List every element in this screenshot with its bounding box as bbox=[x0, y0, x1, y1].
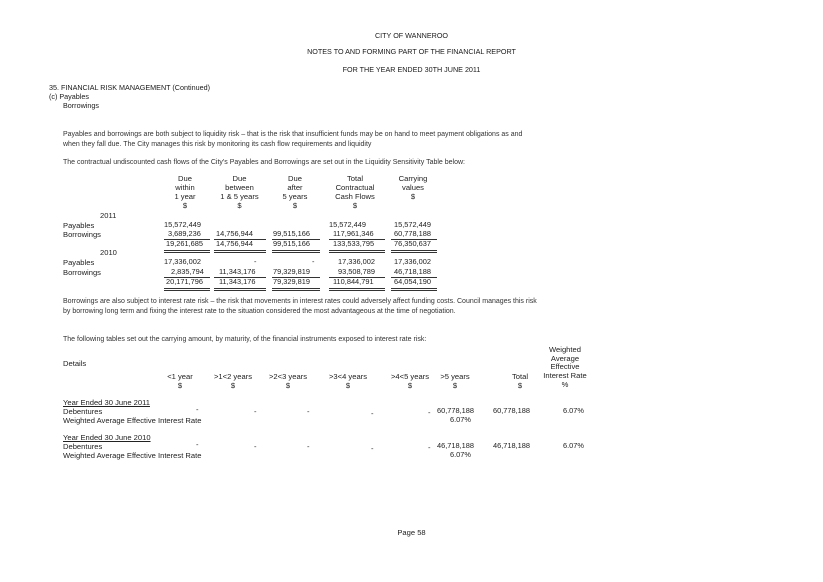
row-label-weighted-average: Weighted Average Effective Interest Rate bbox=[63, 416, 202, 425]
double-rule bbox=[329, 288, 385, 291]
cell-total: 14,756,944 bbox=[216, 239, 253, 248]
section-sub-borrowings: Borrowings bbox=[63, 101, 99, 110]
col-header-line: Average bbox=[550, 353, 580, 363]
row-label-payables: Payables bbox=[63, 221, 95, 230]
col-header-line: Effective bbox=[550, 362, 580, 372]
cell-total: 11,343,176 bbox=[219, 277, 256, 286]
cell-rate: 6.07% bbox=[563, 406, 584, 415]
cell-total: 110,844,791 bbox=[333, 277, 374, 286]
col-header-line: values bbox=[402, 183, 424, 192]
currency-symbol: $ bbox=[345, 381, 351, 390]
cell: 15,572,449 bbox=[329, 220, 366, 229]
cell: 17,336,002 bbox=[164, 257, 201, 266]
row-label-payables: Payables bbox=[63, 258, 95, 267]
paragraph-interest-rate-risk: Borrowings are also subject to interest rate risk – the risk that movements in interest rates could adversely affect funding costs. Council manages this risk by borrowing long term and fixing the interest rate to the situation considered the most advantageous at the time of negotiation. bbox=[63, 298, 537, 315]
col-header-line: $ bbox=[352, 201, 358, 210]
block-heading-2010: Year Ended 30 June 2010 bbox=[63, 433, 151, 442]
col-header-line: Carrying bbox=[398, 174, 428, 183]
cell: - bbox=[254, 257, 257, 266]
col-header-line: Due bbox=[178, 174, 192, 183]
double-rule bbox=[214, 288, 266, 291]
row-label-debentures: Debentures bbox=[63, 407, 103, 416]
cell: 17,336,002 bbox=[338, 257, 375, 266]
cell-total: 20,171,796 bbox=[166, 277, 203, 286]
col-header-line: Due bbox=[288, 174, 302, 183]
col-header-line: 1 year bbox=[174, 192, 196, 201]
paragraph-liquidity-risk: Payables and borrowings are both subject to liquidity risk – that is the risk that insufficient funds may be on hand to meet payment obligations as and when they fall due. The City manages this risk by monitoring its cash flow requirements and liquidity bbox=[63, 131, 523, 148]
double-rule bbox=[391, 250, 437, 253]
cell: 2,835,794 bbox=[171, 267, 204, 276]
cell: 3,689,236 bbox=[168, 229, 201, 238]
col-header-carrying-values bbox=[388, 174, 438, 201]
cell: 60,778,188 bbox=[437, 406, 474, 415]
cell-total: 76,350,637 bbox=[394, 239, 431, 248]
col-header-line: $ bbox=[237, 201, 242, 210]
double-rule bbox=[272, 288, 320, 291]
cell: - bbox=[196, 440, 199, 449]
double-rule bbox=[164, 250, 210, 253]
row-label-borrowings: Borrowings bbox=[63, 268, 101, 277]
section-sub-payables: (c) Payables bbox=[49, 92, 89, 101]
cell-total: 99,515,166 bbox=[273, 239, 310, 248]
double-rule bbox=[329, 250, 385, 253]
col-header: >3<4 years bbox=[329, 372, 367, 381]
cell: - bbox=[312, 257, 315, 266]
cell: 11,343,176 bbox=[219, 267, 256, 276]
cell: 46,718,188 bbox=[394, 267, 431, 276]
cell: - bbox=[254, 442, 257, 451]
cell: - bbox=[254, 407, 257, 416]
col-header-line: 5 years bbox=[282, 192, 308, 201]
paragraph-cash-flows: The contractual undiscounted cash flows of the City's Payables and Borrowings are set out in the Liquidity Sensitivity Table below: bbox=[63, 159, 465, 166]
col-header: Total bbox=[511, 372, 529, 381]
cell: 117,961,346 bbox=[333, 229, 374, 238]
col-header-line: $ bbox=[410, 192, 416, 201]
row-label-weighted-average: Weighted Average Effective Interest Rate bbox=[63, 451, 202, 460]
currency-symbol: $ bbox=[517, 381, 523, 390]
col-header-line: Cash Flows bbox=[335, 192, 375, 201]
col-header-line: Weighted bbox=[549, 345, 581, 354]
cell: 15,572,449 bbox=[394, 220, 431, 229]
cell: 14,756,944 bbox=[216, 229, 253, 238]
year-label-2011: 2011 bbox=[100, 211, 117, 220]
col-header-line: Due bbox=[232, 174, 247, 183]
row-label-borrowings: Borrowings bbox=[63, 230, 101, 239]
currency-symbol: $ bbox=[285, 381, 291, 390]
double-rule bbox=[391, 288, 437, 291]
currency-symbol: $ bbox=[230, 381, 236, 390]
col-header-1-5-years bbox=[212, 174, 267, 210]
col-header: <1 year bbox=[167, 372, 193, 381]
col-header-line: after bbox=[287, 183, 303, 192]
cell: - bbox=[196, 405, 199, 414]
cell-total: 19,261,685 bbox=[166, 239, 203, 248]
currency-symbol: $ bbox=[177, 381, 183, 390]
cell: - bbox=[371, 409, 374, 418]
cell: 79,329,819 bbox=[273, 267, 310, 276]
cell-total: 79,329,819 bbox=[273, 277, 310, 286]
cell-weighted-rate: 6.07% bbox=[450, 415, 471, 424]
currency-symbol: $ bbox=[452, 381, 458, 390]
report-subtitle: NOTES TO AND FORMING PART OF THE FINANCIAL REPORT bbox=[307, 47, 516, 56]
cell-rate: 6.07% bbox=[563, 441, 584, 450]
details-label: Details bbox=[63, 359, 87, 368]
cell: 93,508,789 bbox=[338, 267, 375, 276]
col-header-line: $ bbox=[182, 201, 188, 210]
cell: 46,718,188 bbox=[437, 441, 474, 450]
cell-total: 46,718,188 bbox=[493, 441, 530, 450]
col-header: >1<2 years bbox=[214, 372, 252, 381]
cell: - bbox=[307, 442, 310, 451]
cell: - bbox=[307, 407, 310, 416]
col-header-within-1-year bbox=[160, 174, 210, 210]
report-period: FOR THE YEAR ENDED 30TH JUNE 2011 bbox=[342, 65, 481, 74]
double-rule bbox=[214, 250, 266, 253]
col-header-line: 1 & 5 years bbox=[220, 192, 259, 201]
col-header-line: Contractual bbox=[335, 183, 375, 192]
col-header-after-5-years bbox=[270, 174, 320, 210]
paragraph-interest-tables: The following tables set out the carrying amount, by maturity, of the financial instruments exposed to interest rate risk: bbox=[63, 336, 427, 343]
col-header-total-contractual bbox=[325, 174, 385, 210]
col-header: >2<3 years bbox=[269, 372, 307, 381]
cell-total: 60,778,188 bbox=[493, 406, 530, 415]
row-label-debentures: Debentures bbox=[63, 442, 103, 451]
cell: 15,572,449 bbox=[164, 220, 201, 229]
cell: - bbox=[371, 444, 374, 453]
col-header: >5 years bbox=[440, 372, 470, 381]
section-title: 35. FINANCIAL RISK MANAGEMENT (Continued) bbox=[49, 83, 210, 92]
cell-total: 133,533,795 bbox=[333, 239, 375, 248]
col-header-line: Total bbox=[346, 174, 364, 183]
cell: 60,778,188 bbox=[394, 229, 431, 238]
col-header-line: between bbox=[225, 183, 254, 192]
cell: 99,515,166 bbox=[273, 229, 310, 238]
currency-symbol: $ bbox=[407, 381, 413, 390]
cell-total: 64,054,190 bbox=[394, 277, 431, 286]
col-header-line: $ bbox=[292, 201, 298, 210]
col-header-line: % bbox=[561, 379, 569, 389]
org-name: CITY OF WANNEROO bbox=[374, 31, 449, 40]
year-label-2010: 2010 bbox=[100, 248, 117, 257]
cell-weighted-rate: 6.07% bbox=[450, 450, 471, 459]
double-rule bbox=[164, 288, 210, 291]
cell: 17,336,002 bbox=[394, 257, 431, 266]
block-heading-2011: Year Ended 30 June 2011 bbox=[63, 398, 150, 407]
col-header-line: within bbox=[175, 183, 195, 192]
cell: - bbox=[428, 408, 431, 417]
page-number: Page 58 bbox=[397, 528, 426, 537]
cell: - bbox=[428, 443, 431, 452]
double-rule bbox=[272, 250, 320, 253]
col-header-line: Interest Rate bbox=[543, 371, 587, 381]
col-header: >4<5 years bbox=[391, 372, 429, 381]
